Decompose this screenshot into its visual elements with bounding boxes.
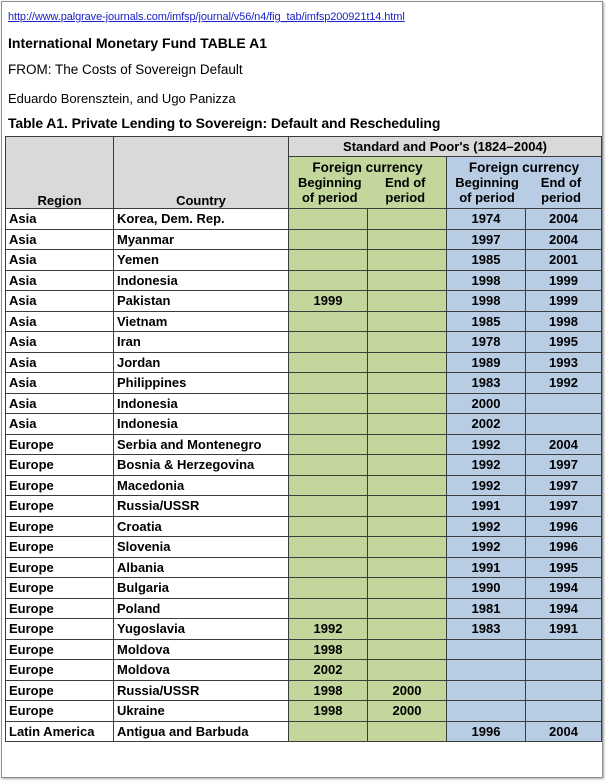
table-row — [6, 721, 602, 742]
green-end-cell — [368, 414, 447, 435]
blue-end-cell: 1995 — [526, 557, 602, 578]
blue-end-cell: 2004 — [526, 229, 602, 250]
green-begin-cell — [289, 229, 368, 250]
table-row — [6, 455, 602, 476]
region-cell: Asia — [6, 393, 114, 414]
region-cell: Europe — [6, 496, 114, 517]
column-header-country: Country — [114, 137, 289, 209]
table-row — [6, 414, 602, 435]
green-end-cell — [368, 619, 447, 640]
green-begin-cell: 1998 — [289, 701, 368, 722]
green-end-cell — [368, 352, 447, 373]
country-cell: Bosnia & Herzegovina — [114, 455, 289, 476]
country-cell: Philippines — [114, 373, 289, 394]
blue-end-cell: 1999 — [526, 270, 602, 291]
blue-end-cell: 1997 — [526, 496, 602, 517]
green-end-cell — [368, 434, 447, 455]
region-cell: Asia — [6, 332, 114, 353]
region-cell: Asia — [6, 373, 114, 394]
green-begin-cell: 1998 — [289, 639, 368, 660]
blue-begin-cell — [447, 660, 526, 681]
blue-end-cell: 1993 — [526, 352, 602, 373]
region-cell: Asia — [6, 414, 114, 435]
column-header-region: Region — [6, 137, 114, 209]
green-end-cell — [368, 455, 447, 476]
blue-end-cell — [526, 414, 602, 435]
blue-end-cell: 1991 — [526, 619, 602, 640]
blue-end-cell: 2004 — [526, 209, 602, 230]
blue-end-cell: 1996 — [526, 516, 602, 537]
blue-end-cell: 1994 — [526, 598, 602, 619]
region-cell: Asia — [6, 311, 114, 332]
table-row — [6, 639, 602, 660]
blue-end-cell: 2004 — [526, 721, 602, 742]
country-cell: Moldova — [114, 639, 289, 660]
table-row — [6, 516, 602, 537]
green-end-cell — [368, 270, 447, 291]
green-end-cell — [368, 250, 447, 271]
foreign-currency-label: Foreign currency — [312, 160, 423, 175]
region-cell: Europe — [6, 660, 114, 681]
source-line: FROM: The Costs of Sovereign Default — [8, 62, 243, 77]
table-row — [6, 332, 602, 353]
green-begin-cell — [289, 352, 368, 373]
blue-begin-cell: 1992 — [447, 475, 526, 496]
blue-group-header — [447, 157, 602, 209]
table-row — [6, 229, 602, 250]
green-begin-cell: 1999 — [289, 291, 368, 312]
green-end-cell — [368, 516, 447, 537]
end-label: End of period — [540, 175, 582, 205]
country-cell: Korea, Dem. Rep. — [114, 209, 289, 230]
green-begin-cell — [289, 598, 368, 619]
country-cell: Bulgaria — [114, 578, 289, 599]
blue-begin-cell: 1989 — [447, 352, 526, 373]
table-row — [6, 598, 602, 619]
region-cell: Latin America — [6, 721, 114, 742]
country-cell: Poland — [114, 598, 289, 619]
blue-begin-cell: 2002 — [447, 414, 526, 435]
table-row — [6, 701, 602, 722]
country-cell: Yugoslavia — [114, 619, 289, 640]
region-cell: Europe — [6, 619, 114, 640]
blue-begin-cell: 1983 — [447, 619, 526, 640]
blue-begin-cell: 1997 — [447, 229, 526, 250]
region-cell: Europe — [6, 598, 114, 619]
blue-end-cell: 2001 — [526, 250, 602, 271]
table-row — [6, 311, 602, 332]
country-cell: Croatia — [114, 516, 289, 537]
blue-begin-cell: 1985 — [447, 311, 526, 332]
table-row — [6, 352, 602, 373]
green-end-cell — [368, 578, 447, 599]
region-cell: Asia — [6, 352, 114, 373]
country-cell: Russia/USSR — [114, 680, 289, 701]
green-begin-cell — [289, 311, 368, 332]
green-end-cell — [368, 475, 447, 496]
table-row — [6, 619, 602, 640]
green-begin-cell — [289, 332, 368, 353]
country-cell: Moldova — [114, 660, 289, 681]
blue-end-cell: 1996 — [526, 537, 602, 558]
blue-begin-cell — [447, 680, 526, 701]
country-cell: Indonesia — [114, 270, 289, 291]
green-end-cell — [368, 721, 447, 742]
source-link[interactable]: http://www.palgrave-journals.com/imfsp/journal/v56/n4/fig_tab/imfsp200921t14.html — [8, 11, 405, 23]
region-cell: Europe — [6, 455, 114, 476]
beginning-label: Beginning of period — [455, 175, 519, 205]
green-begin-cell — [289, 373, 368, 394]
region-cell: Asia — [6, 209, 114, 230]
green-end-cell — [368, 660, 447, 681]
region-cell: Asia — [6, 291, 114, 312]
green-end-cell — [368, 311, 447, 332]
blue-end-cell: 1994 — [526, 578, 602, 599]
blue-end-cell — [526, 680, 602, 701]
blue-begin-cell: 1992 — [447, 516, 526, 537]
blue-begin-cell: 2000 — [447, 393, 526, 414]
green-begin-cell — [289, 414, 368, 435]
group-header: Standard and Poor's (1824–2004) — [289, 137, 602, 157]
table-row — [6, 660, 602, 681]
green-begin-cell — [289, 557, 368, 578]
region-cell: Europe — [6, 680, 114, 701]
authors-line: Eduardo Borensztein, and Ugo Panizza — [8, 91, 236, 106]
blue-begin-cell: 1978 — [447, 332, 526, 353]
region-cell: Europe — [6, 516, 114, 537]
table-title: Table A1. Private Lending to Sovereign: Default and Rescheduling — [8, 115, 441, 131]
green-begin-cell: 2002 — [289, 660, 368, 681]
blue-begin-cell: 1983 — [447, 373, 526, 394]
document-heading: International Monetary Fund TABLE A1 — [8, 35, 268, 51]
region-cell: Europe — [6, 434, 114, 455]
green-end-cell — [368, 332, 447, 353]
blue-end-cell: 1999 — [526, 291, 602, 312]
table-row — [6, 270, 602, 291]
blue-begin-cell: 1992 — [447, 434, 526, 455]
country-cell: Slovenia — [114, 537, 289, 558]
blue-end-cell: 1998 — [526, 311, 602, 332]
green-end-cell — [368, 229, 447, 250]
region-cell: Europe — [6, 537, 114, 558]
country-cell: Pakistan — [114, 291, 289, 312]
blue-begin-cell: 1981 — [447, 598, 526, 619]
table-row — [6, 557, 602, 578]
table-row — [6, 578, 602, 599]
region-cell: Europe — [6, 701, 114, 722]
blue-begin-cell: 1996 — [447, 721, 526, 742]
data-table — [5, 136, 602, 742]
table-row — [6, 496, 602, 517]
region-cell: Europe — [6, 578, 114, 599]
blue-begin-cell: 1991 — [447, 557, 526, 578]
green-begin-cell — [289, 434, 368, 455]
country-cell: Antigua and Barbuda — [114, 721, 289, 742]
blue-begin-cell: 1974 — [447, 209, 526, 230]
table-row — [6, 291, 602, 312]
country-cell: Vietnam — [114, 311, 289, 332]
blue-end-cell: 2004 — [526, 434, 602, 455]
green-begin-cell — [289, 496, 368, 517]
green-begin-cell: 1992 — [289, 619, 368, 640]
country-cell: Albania — [114, 557, 289, 578]
blue-begin-cell: 1998 — [447, 291, 526, 312]
blue-end-cell: 1995 — [526, 332, 602, 353]
green-begin-cell — [289, 250, 368, 271]
country-cell: Myanmar — [114, 229, 289, 250]
green-begin-cell — [289, 475, 368, 496]
green-group-header — [289, 157, 447, 209]
blue-end-cell — [526, 660, 602, 681]
green-end-cell — [368, 537, 447, 558]
blue-end-cell: 1997 — [526, 455, 602, 476]
green-begin-cell — [289, 393, 368, 414]
blue-end-cell — [526, 393, 602, 414]
blue-begin-cell: 1985 — [447, 250, 526, 271]
country-cell: Iran — [114, 332, 289, 353]
blue-begin-cell: 1992 — [447, 455, 526, 476]
foreign-currency-label: Foreign currency — [468, 160, 580, 175]
table-row — [6, 209, 602, 230]
region-cell: Europe — [6, 557, 114, 578]
blue-end-cell — [526, 639, 602, 660]
end-label: End of period — [385, 175, 426, 205]
green-begin-cell — [289, 209, 368, 230]
green-end-cell — [368, 373, 447, 394]
beginning-label: Beginning of period — [297, 175, 362, 205]
green-begin-cell — [289, 537, 368, 558]
region-cell: Europe — [6, 475, 114, 496]
country-cell: Russia/USSR — [114, 496, 289, 517]
blue-end-cell: 1997 — [526, 475, 602, 496]
blue-end-cell: 1992 — [526, 373, 602, 394]
region-cell: Asia — [6, 229, 114, 250]
table-row — [6, 434, 602, 455]
country-cell: Ukraine — [114, 701, 289, 722]
blue-begin-cell: 1991 — [447, 496, 526, 517]
blue-begin-cell: 1998 — [447, 270, 526, 291]
blue-begin-cell — [447, 639, 526, 660]
country-cell: Jordan — [114, 352, 289, 373]
country-cell: Macedonia — [114, 475, 289, 496]
green-begin-cell: 1998 — [289, 680, 368, 701]
green-begin-cell — [289, 578, 368, 599]
region-cell: Asia — [6, 250, 114, 271]
green-begin-cell — [289, 455, 368, 476]
blue-begin-cell: 1992 — [447, 537, 526, 558]
green-end-cell — [368, 557, 447, 578]
green-end-cell — [368, 639, 447, 660]
country-cell: Indonesia — [114, 393, 289, 414]
blue-begin-cell — [447, 701, 526, 722]
country-cell: Yemen — [114, 250, 289, 271]
green-end-cell — [368, 496, 447, 517]
region-cell: Asia — [6, 270, 114, 291]
table-body — [6, 209, 602, 742]
green-end-cell — [368, 291, 447, 312]
green-begin-cell — [289, 721, 368, 742]
green-end-cell: 2000 — [368, 680, 447, 701]
table-row — [6, 393, 602, 414]
green-end-cell — [368, 598, 447, 619]
region-cell: Europe — [6, 639, 114, 660]
green-end-cell: 2000 — [368, 701, 447, 722]
green-begin-cell — [289, 270, 368, 291]
table-row — [6, 680, 602, 701]
blue-begin-cell: 1990 — [447, 578, 526, 599]
table-row — [6, 475, 602, 496]
green-begin-cell — [289, 516, 368, 537]
table-row — [6, 537, 602, 558]
country-cell: Serbia and Montenegro — [114, 434, 289, 455]
green-end-cell — [368, 393, 447, 414]
blue-end-cell — [526, 701, 602, 722]
country-cell: Indonesia — [114, 414, 289, 435]
green-end-cell — [368, 209, 447, 230]
table-row — [6, 373, 602, 394]
table-row — [6, 250, 602, 271]
